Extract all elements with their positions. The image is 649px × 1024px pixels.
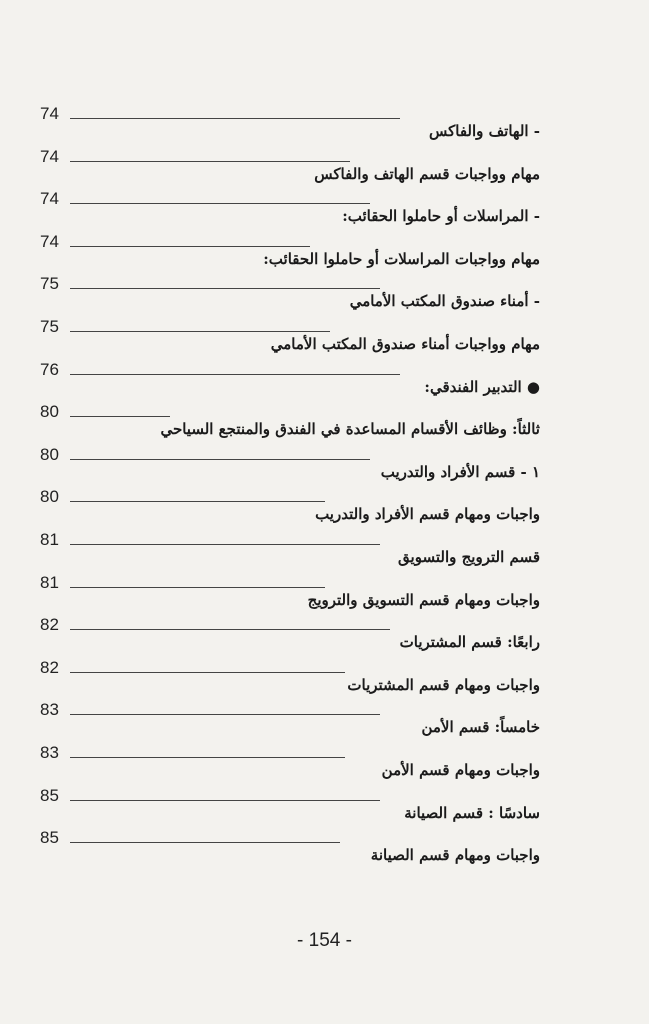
toc-page-number: 80 [40,444,59,464]
toc-leader-line [70,161,350,162]
toc-entry-title: سادسًا : قسم الصيانة [404,803,540,822]
toc-page-number: 80 [40,487,59,507]
toc-entry [40,782,540,825]
toc-page-number: 81 [40,572,59,592]
toc-entry [40,100,540,143]
toc-leader-line [70,501,325,502]
toc-page-number: 74 [40,146,59,166]
toc-leader-line [70,246,310,247]
toc-entry [40,228,540,271]
toc-entry [40,654,540,697]
toc-entry-title: واجبات ومهام قسم المشتريات [347,675,540,694]
toc-leader-line [70,629,390,630]
table-of-contents [40,100,540,867]
toc-leader-line [70,757,345,758]
toc-page-number: 74 [40,104,59,123]
toc-entry [40,398,540,441]
toc-leader-line [70,203,370,204]
toc-entry [40,143,540,186]
toc-leader-line [70,288,380,289]
toc-page-number: 80 [40,402,59,422]
toc-entry [40,824,540,867]
toc-leader-line [70,118,400,119]
toc-entry-title: - المراسلات أو حاملوا الحقائب: [342,207,540,226]
toc-entry-title: - الهاتف والفاكس [429,122,540,140]
toc-page-number: 74 [40,231,59,251]
toc-entry-title: مهام وواجبات أمناء صندوق المكتب الأمامي [270,334,540,353]
toc-entry-title: قسم الترويج والتسويق [398,547,540,566]
toc-page-number: 83 [40,700,59,720]
toc-entry-title: خامساً: قسم الأمن [421,718,540,737]
toc-entry-title: ١ - قسم الأفراد والتدريب [380,462,540,481]
toc-entry-title: ثالثاً: وظائف الأقسام المساعدة في الفندق والمنتجع السياحي [160,420,540,439]
toc-entry-title: - أمناء صندوق المكتب الأمامي [349,292,540,311]
toc-entry [40,313,540,356]
toc-page-number: 85 [40,785,59,805]
toc-entry [40,696,540,739]
toc-leader-line [70,842,340,843]
toc-entry-title: واجبات ومهام قسم التسويق والترويج [307,590,540,609]
toc-page-number: 82 [40,657,59,677]
toc-entry-title: واجبات ومهام قسم الصيانة [370,846,540,865]
toc-entry-title: واجبات ومهام قسم الأفراد والتدريب [315,505,540,524]
toc-page-number: 83 [40,742,59,762]
page-number-footer: - 154 - [297,930,352,951]
toc-leader-line [70,672,345,673]
toc-leader-line [70,416,170,417]
toc-entry [40,185,540,228]
toc-entry-title: مهام وواجبات المراسلات أو حاملوا الحقائب: [263,249,540,268]
toc-leader-line [70,714,380,715]
toc-entry [40,356,540,399]
toc-page-number: 76 [40,359,59,379]
toc-entry [40,441,540,484]
toc-entry [40,483,540,526]
toc-leader-line [70,800,380,801]
toc-leader-line [70,374,400,375]
toc-leader-line [70,331,330,332]
toc-leader-line [70,459,370,460]
toc-page-number: 75 [40,316,59,336]
toc-entry-title: ● التدبير الفندقي: [424,377,540,396]
toc-entry [40,270,540,313]
toc-leader-line [70,587,325,588]
toc-page-number: 81 [40,529,59,549]
toc-leader-line [70,544,380,545]
toc-page-number: 82 [40,615,59,635]
toc-entry-title: مهام وواجبات قسم الهاتف والفاكس [314,164,540,183]
toc-page-number: 74 [40,189,59,209]
toc-entry [40,569,540,612]
toc-entry-title: رابعًا: قسم المشتريات [399,633,540,652]
toc-entry [40,526,540,569]
toc-entry [40,611,540,654]
toc-entry [40,739,540,782]
toc-page-number: 75 [40,274,59,294]
toc-entry-title: واجبات ومهام قسم الأمن [381,760,540,779]
toc-page-number: 85 [40,828,59,848]
